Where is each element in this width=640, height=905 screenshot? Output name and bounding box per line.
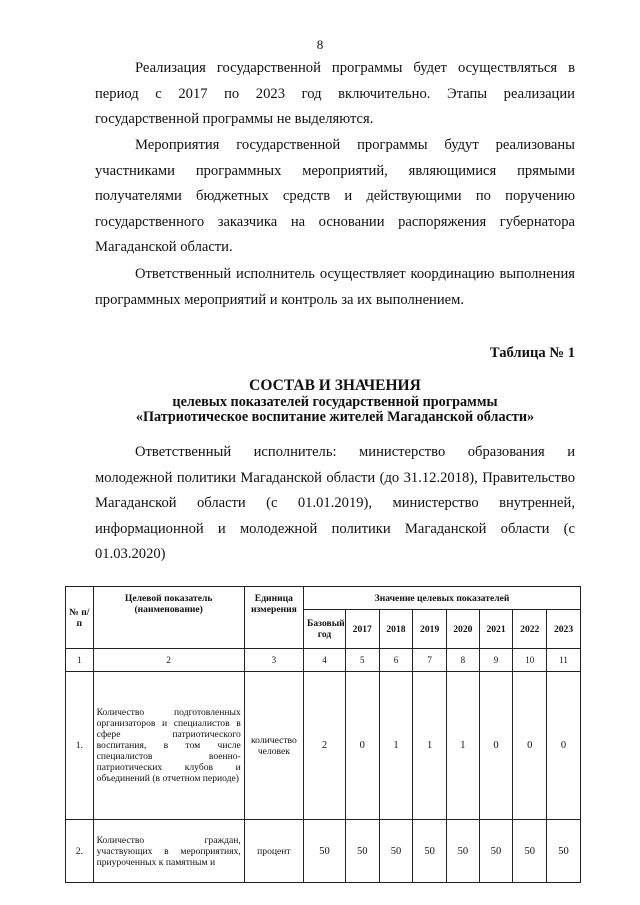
header-indicator: Целевой показатель (наименование) [93,587,244,649]
header-values-group: Значение целевых показателей [304,587,581,610]
column-number: 5 [345,649,379,672]
row-year-value: 50 [547,820,581,883]
table-row [66,820,581,883]
row-base-value: 2 [304,672,346,820]
table-row [66,672,581,820]
title-line-3: «Патриотическое воспитание жителей Магаданской области» [135,409,535,425]
header-year: 2018 [379,610,413,649]
row-year-value: 50 [513,820,547,883]
column-number: 3 [244,649,303,672]
header-year: 2021 [479,610,513,649]
row-year-value: 1 [413,672,447,820]
header-base-year: Базовый год [304,610,346,649]
header-year: 2023 [547,610,581,649]
row-year-value: 1 [379,672,413,820]
row-indicator: Количество подготовленных организаторов и специалистов в сфере патриотического воспитания, в том числе специалистов военно-патриотических клубов и объединений (в отчетном периоде) [93,672,244,820]
header-year: 2020 [447,610,480,649]
title-line-1: СОСТАВ И ЗНАЧЕНИЯ [249,377,421,394]
column-number: 4 [304,649,346,672]
row-year-value: 50 [447,820,480,883]
page-number: 8 [316,37,324,52]
row-num: 2. [66,820,94,883]
column-number: 8 [447,649,480,672]
row-indicator: Количество граждан, участвующих в мероприятиях, приуроченных к памятным и [93,820,244,883]
row-year-value: 1 [447,672,480,820]
row-base-value: 50 [304,820,346,883]
indicators-table [65,586,581,883]
table-header-row-1 [66,587,581,610]
row-year-value: 50 [345,820,379,883]
paragraph-period: Реализация государственной программы будет осуществляться в период с 2017 по 2023 год включительно. Этапы реализации государственной программы не выделяются. [95,60,575,128]
column-number: 2 [93,649,244,672]
row-year-value: 0 [345,672,379,820]
column-number: 11 [547,649,581,672]
header-year: 2019 [413,610,447,649]
column-number-row [66,649,581,672]
paragraph-responsible-executor: Ответственный исполнитель: министерство образования и молодежной политики Магаданской области (до 31.12.2018), Правительство Магаданской области (с 01.01.2019), министерство внутренней, информационной и молодежной политики Магаданской области (с 01.03.2020) [95,444,575,563]
column-number: 7 [413,649,447,672]
title-line-2: целевых показателей государственной программы [172,394,498,410]
row-year-value: 50 [479,820,513,883]
header-num: № п/п [66,587,94,649]
row-year-value: 0 [547,672,581,820]
row-num: 1. [66,672,94,820]
row-year-value: 0 [513,672,547,820]
row-year-value: 50 [413,820,447,883]
row-year-value: 0 [479,672,513,820]
row-year-value: 50 [379,820,413,883]
header-year: 2017 [345,610,379,649]
header-year: 2022 [513,610,547,649]
column-number: 1 [66,649,94,672]
column-number: 10 [513,649,547,672]
row-unit: процент [244,820,303,883]
row-unit: количество человек [244,672,303,820]
table-label: Таблица № 1 [489,345,575,361]
paragraph-responsible: Ответственный исполнитель осуществляет координацию выполнения программных мероприятий и контроль за их выполнением. [95,266,575,308]
header-unit: Единица измерения [244,587,303,649]
column-number: 6 [379,649,413,672]
paragraph-participants: Мероприятия государственной программы будут реализованы участниками программных мероприятий, являющимися прямыми получателями бюджетных средств и действующими по поручению государственного заказчика на основании распоряжения губернатора Магаданской области. [95,137,575,256]
table-title [95,377,575,425]
column-number: 9 [479,649,513,672]
